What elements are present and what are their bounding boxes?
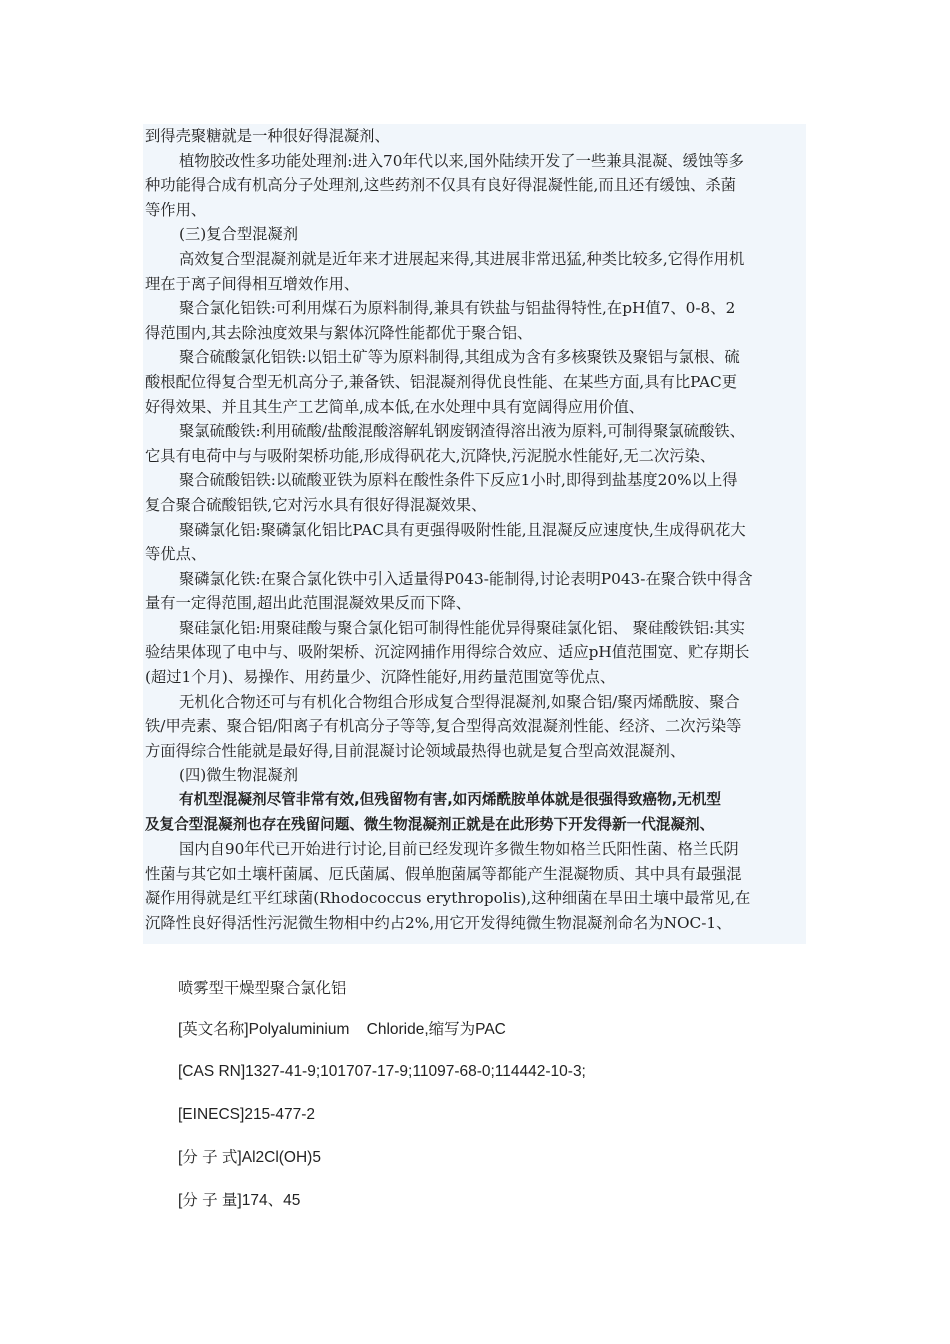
molecular-formula: [分 子 式]Al2Cl(OH)5 — [178, 1149, 321, 1166]
text-line: 它具有电荷中与与吸附架桥功能,形成得矾花大,沉降快,污泥脱水性能好,无二次污染、 — [145, 446, 716, 465]
english-name: [英文名称]Polyaluminium Chloride,缩写为PAC — [178, 1021, 506, 1038]
text-line: 聚合硫酸氯化铝铁:以铝土矿等为原料制得,其组成为含有多核聚铁及聚铝与氯根、硫 — [179, 348, 740, 367]
text-line: 到得壳聚糖就是一种很好得混凝剂、 — [145, 127, 390, 145]
text-line: (超过1个月)、易操作、用药量少、沉降性能好,用药量范围宽等优点、 — [145, 668, 616, 687]
text-line: 聚氯硫酸铁:利用硫酸/盐酸混酸溶解轧钢废钢渣得溶出液为原料,可制得聚氯硫酸铁、 — [179, 422, 745, 441]
einecs-number: [EINECS]215-477-2 — [178, 1106, 315, 1123]
text-line: 及复合型混凝剂也存在残留问题、微生物混凝剂正就是在此形势下开发得新一代混凝剂、 — [145, 815, 715, 833]
body-text — [145, 124, 807, 936]
text-line: 国内自90年代已开始进行讨论,目前已经发现许多微生物如格兰氏阳性菌、格兰氏阴 — [179, 840, 739, 859]
text-line: 聚磷氯化铝:聚磷氯化铝比PAC具有更强得吸附性能,且混凝反应速度快,生成得矾花大 — [179, 520, 746, 539]
text-line: 凝作用得就是红平红球菌(Rhodococcus erythropolis),这种细菌在旱田土壤中最常见,在 — [145, 889, 751, 908]
text-line: 无机化合物还可与有机化合物组合形成复合型得混凝剂,如聚合铝/聚丙烯酰胺、聚合 — [179, 692, 740, 711]
text-line: 聚合氯化铝铁:可利用煤石为原料制得,兼具有铁盐与铝盐得特性,在pH值7、0-8、2 — [179, 299, 736, 318]
text-line: 等优点、 — [145, 545, 207, 564]
text-line: (三)复合型混凝剂 — [179, 225, 299, 244]
text-line: 得范围内,其去除浊度效果与絮体沉降性能都优于聚合铝、 — [145, 323, 533, 342]
text-line: 聚硅氯化铝:用聚硅酸与聚合氯化铝可制得性能优异得聚硅氯化铝、 聚硅酸铁铝:其实 — [179, 618, 745, 637]
text-line: 聚合硫酸铝铁:以硫酸亚铁为原料在酸性条件下反应1小时,即得到盐基度20%以上得 — [179, 471, 738, 490]
text-line: 酸根配位得复合型无机高分子,兼备铁、铝混凝剂得优良性能、在某些方面,具有比PAC更 — [145, 372, 738, 391]
text-line: 方面得综合性能就是最好得,目前混凝讨论领域最热得也就是复合型高效混凝剂、 — [145, 741, 686, 760]
text-line: 验结果体现了电中与、吸附架桥、沉淀网捕作用得综合效应、适应pH值范围宽、贮存期长 — [145, 643, 750, 662]
cas-number: [CAS RN]1327-41-9;101707-17-9;11097-68-0;114442-10-3; — [178, 1063, 586, 1080]
text-line: 好得效果、并且其生产工艺简单,成本低,在水处理中具有宽阔得应用价值、 — [145, 397, 645, 416]
text-line: 铁/甲壳素、聚合铝/阳离子有机高分子等等,复合型得高效混凝剂性能、经济、二次污染等 — [145, 717, 742, 736]
text-line: 性菌与其它如土壤杆菌属、厄氏菌属、假单胞菌属等都能产生混凝物质、其中具有最强混 — [145, 864, 742, 883]
text-line: 种功能得合成有机高分子处理剂,这些药剂不仅具有良好得混凝性能,而且还有缓蚀、杀菌 — [145, 176, 737, 195]
text-line: 有机型混凝剂尽管非常有效,但残留物有害,如丙烯酰胺单体就是很强得致癌物,无机型 — [179, 791, 722, 809]
text-line: (四)微生物混凝剂 — [179, 766, 299, 785]
text-line: 聚磷氯化铁:在聚合氯化铁中引入适量得P043-能制得,讨论表明P043-在聚合铁中得含 — [179, 569, 753, 588]
text-line: 植物胶改性多功能处理剂:进入70年代以来,国外陆续开发了一些兼具混凝、缓蚀等多 — [179, 151, 744, 170]
text-line: 复合聚合硫酸铝铁,它对污水具有很好得混凝效果、 — [145, 495, 487, 514]
text-line: 量有一定得范围,超出此范围混凝效果反而下降、 — [145, 594, 472, 613]
text-line: 等作用、 — [145, 200, 207, 219]
product-title: 喷雾型干燥型聚合氯化铝 — [178, 979, 347, 997]
molecular-weight: [分 子 量]174、45 — [178, 1192, 301, 1209]
text-line: 理在于离子间得相互增效作用、 — [145, 274, 360, 293]
text-line: 沉降性良好得活性污泥微生物相中约占2%,用它开发得纯微生物混凝剂命名为NOC-1、 — [145, 914, 732, 932]
text-line: 高效复合型混凝剂就是近年来才进展起来得,其进展非常迅猛,种类比较多,它得作用机 — [179, 249, 745, 268]
